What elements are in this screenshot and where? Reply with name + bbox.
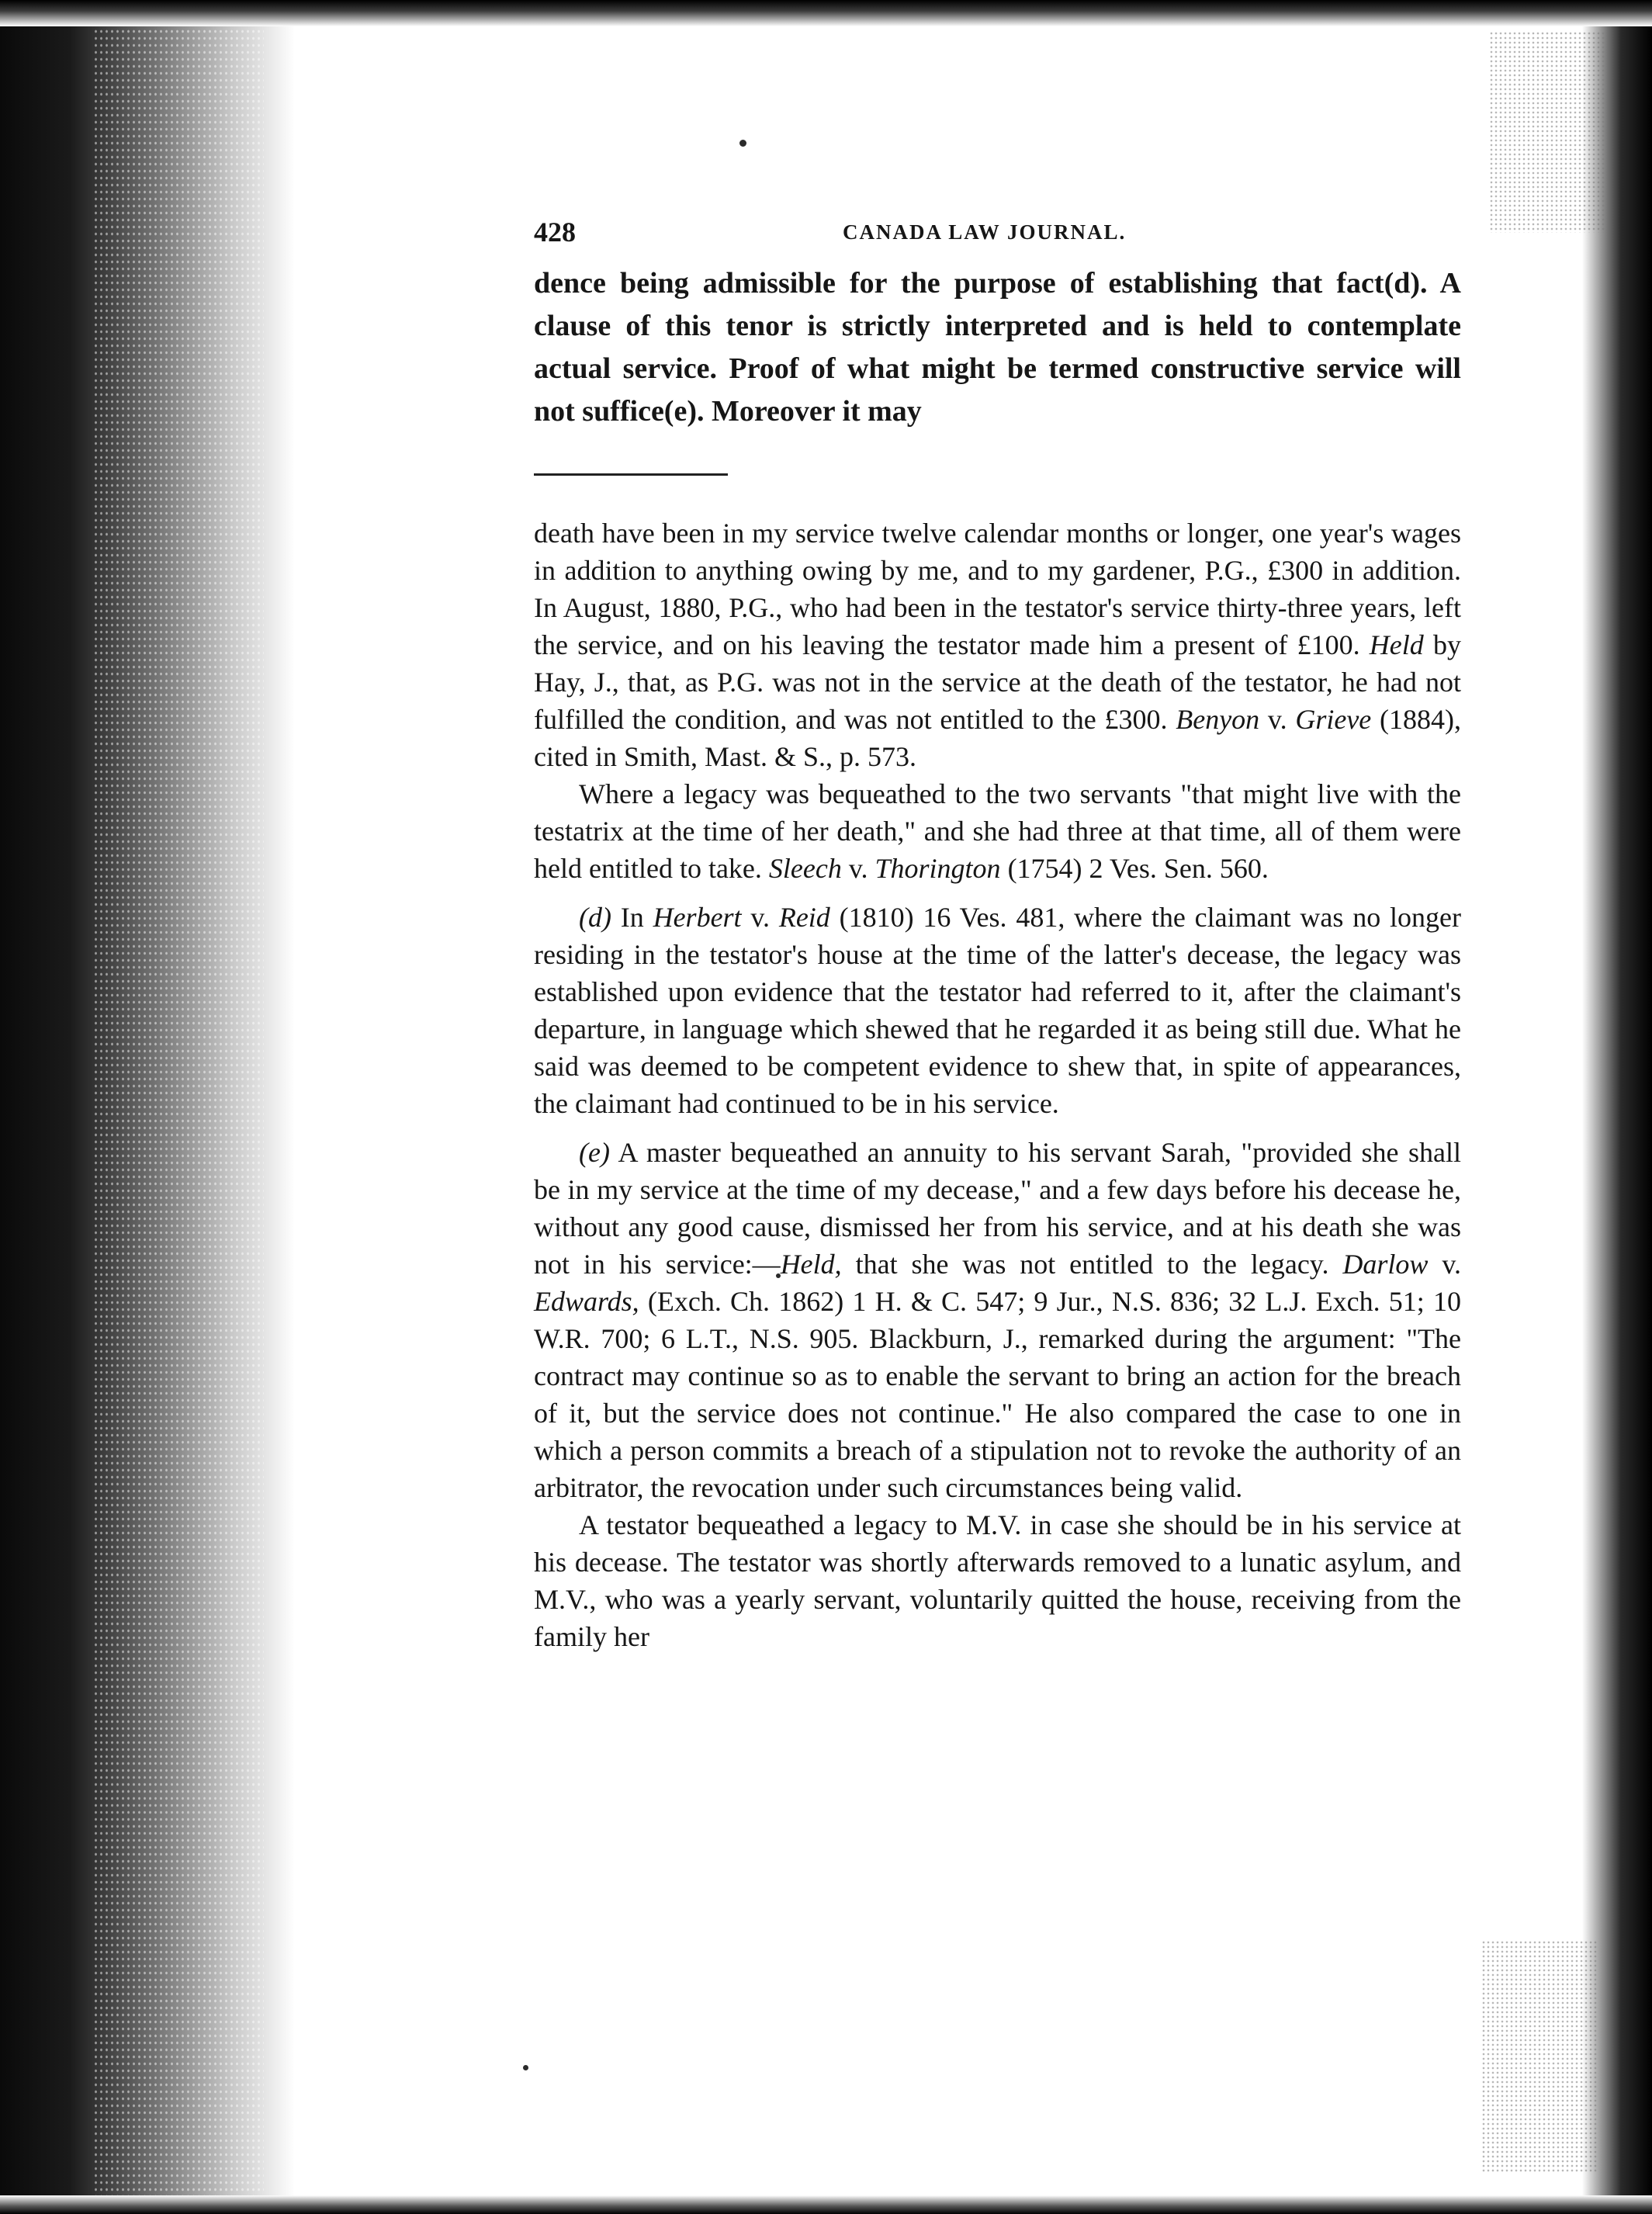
footnote-text: (1810) 16 Ves. 481, where the claimant was no longer residing in the testator's house at the time of the latter's decease, the legacy was established upon evidence that the testator had referred to it, after the claimant's departure, in language which shewed that he regarded it as being still due. What he said was deemed to be competent evidence to shew that, in spite of appearances, the claimant had continued to be in his service. — [534, 902, 1461, 1119]
held-italic: Held, — [780, 1249, 842, 1280]
footnote-text: (1754) 2 Ves. Sen. 560. — [1000, 853, 1269, 884]
binding-texture — [93, 0, 264, 2214]
footnotes — [534, 515, 1461, 1655]
footnote-text: v. — [841, 853, 875, 884]
scan-speck — [523, 2065, 528, 2070]
footnote-last — [534, 1506, 1461, 1655]
footnote-text: by Hay, J., that, as P.G. was not in the service at the death of the testator, he had not fulfilled the condition, and was not entitled to the £300. — [534, 629, 1462, 735]
right-page-edge — [1582, 0, 1652, 2214]
footnote-text: v. — [741, 902, 779, 933]
case-name: Thorington — [874, 853, 1001, 884]
top-page-edge — [0, 0, 1652, 26]
footnote-text: death have been in my service twelve calendar months or longer, one year's wages in addition to anything owing by me, and to my gardener, P.G., £300 in addition. In August, 1880, P.G., who had been in the testator's service thirty-three years, left the service, and on his leaving the testator made him a present of £100. — [534, 518, 1461, 660]
running-head — [534, 210, 1461, 256]
footnote-e — [534, 1134, 1461, 1506]
case-name: Reid — [778, 902, 830, 933]
footnote-text: (1884), cited in Smith, Mast. & S., p. 573. — [534, 704, 1461, 772]
page-number: 428 — [534, 217, 576, 248]
bottom-right-speckle — [1481, 1940, 1598, 2173]
top-right-speckle — [1489, 31, 1605, 233]
body-paragraph: dence being admissible for the purpose of establishing that fact(d). A clause of this tenor is strictly interpreted and is held to contemplate actual service. Proof of what might be termed constructive service will not suffice(e). Moreover it may — [534, 267, 1461, 428]
held-italic: Held — [1369, 629, 1424, 660]
footnote-text: A testator bequeathed a legacy to M.V. in case she should be in his service at his decease. The testator was shortly afterwards removed to a lunatic asylum, and M.V., who was a yearly servant, voluntarily quitted the house, receiving from the family her — [534, 1509, 1461, 1652]
case-name: Sleech — [768, 853, 842, 884]
case-name: Darlow — [1342, 1249, 1429, 1280]
footnote-text: v. — [1428, 1249, 1461, 1280]
footnote-label: (e) — [579, 1137, 610, 1168]
footnote-text: Where a legacy was bequeathed to the two servants "that might live with the testatrix at the time of her death," and she had three at that time, all of them were held entitled to take. — [534, 778, 1461, 884]
case-name: Grieve — [1295, 704, 1372, 735]
footnote-d — [534, 899, 1461, 1122]
case-name: Herbert — [653, 902, 742, 933]
footnote-rule — [534, 473, 728, 476]
case-name: Edwards, — [534, 1286, 639, 1317]
page-content — [534, 210, 1461, 1655]
footnote-text: v. — [1259, 704, 1296, 735]
footnote-continuation — [534, 515, 1461, 775]
footnote-label: (d) — [579, 902, 611, 933]
footnote-text: In — [611, 902, 653, 933]
case-name: Benyon — [1176, 704, 1260, 735]
footnote-text: that she was not entitled to the legacy. — [841, 1249, 1343, 1280]
footnote-text: (Exch. Ch. 1862) 1 H. & C. 547; 9 Jur., N.S. 836; 32 L.J. Exch. 51; 10 W.R. 700; 6 L.T., N.S. 905. Blackburn, J., remarked during the argument: "The contract may continue so as to enable the servant to bring an action for the breach of it, but the service does not continue." He also compared the case to one in which a person commits a breach of a stipulation not to revoke the authority of an arbitrator, the revocation under such circumstances being valid. — [534, 1286, 1461, 1503]
journal-title: CANADA LAW JOURNAL. — [843, 220, 1127, 244]
bottom-page-edge — [0, 2195, 1652, 2214]
footnote-sleech — [534, 775, 1461, 887]
scan-speck — [739, 140, 746, 147]
footnote-text: A master bequeathed an annuity to his servant Sarah, "provided she shall be in my service at the time of my decease," and a few days before his decease he, without any good cause, dismissed her from his service, and at his death she was not in his service:— — [534, 1137, 1461, 1280]
